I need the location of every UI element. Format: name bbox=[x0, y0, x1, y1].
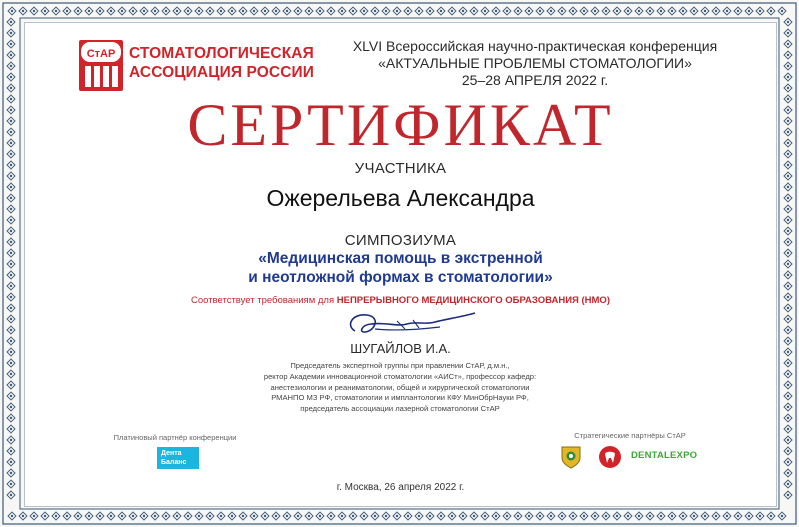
logo-mark-text: СтАР bbox=[86, 48, 116, 60]
strategic-partners-caption: Стратегические партнёры СтАР bbox=[574, 431, 686, 440]
credentials-line: ректор Академии инновационной стоматологии «АИСт», профессор кафедр: bbox=[263, 371, 537, 381]
credentials-line: Председатель экспертной группы при правлении СтАР, д.м.н., bbox=[290, 361, 510, 370]
certificate-body bbox=[24, 22, 777, 507]
symposium-topic bbox=[25, 249, 776, 287]
conference-line1: XLVI Всероссийская научно-практическая конференция bbox=[352, 38, 718, 54]
signatory-credentials bbox=[200, 361, 600, 415]
credentials-line: анестезиологии и реаниматологии, общей и хирургической стоматологии bbox=[270, 382, 530, 392]
dentalexpo-logo: DENTALEXPO bbox=[631, 450, 698, 461]
association-name-line2: АССОЦИАЦИЯ РОССИИ bbox=[129, 64, 314, 81]
university-emblem-icon bbox=[560, 445, 582, 469]
star-logo-icon bbox=[79, 40, 123, 91]
association-name-line1: СТОМАТОЛОГИЧЕСКАЯ bbox=[129, 45, 314, 62]
dentabalans-logo bbox=[157, 447, 199, 469]
certificate-title: СЕРТИФИКАТ bbox=[187, 92, 614, 158]
symposium-topic-line1: «Медицинская помощь в экстренной bbox=[258, 250, 543, 267]
nmo-bold: НЕПРЕРЫВНОГО МЕДИЦИНСКОГО ОБРАЗОВАНИЯ (НМО) bbox=[336, 295, 610, 306]
dental-brand-icon bbox=[598, 445, 622, 469]
conference-line2: «АКТУАЛЬНЫЕ ПРОБЛЕМЫ СТОМАТОЛОГИИ» bbox=[378, 55, 692, 71]
association-name bbox=[129, 44, 314, 82]
place-and-date: г. Москва, 26 апреля 2022 г. bbox=[336, 482, 465, 493]
conference-info bbox=[325, 38, 745, 89]
dentabalans-line1: Дента bbox=[161, 450, 182, 457]
platinum-partner-caption: Платиновый партнёр конференции bbox=[113, 433, 237, 442]
conference-dates: 25–28 АПРЕЛЯ 2022 г. bbox=[461, 72, 609, 88]
participant-name: Ожерельева Александра bbox=[266, 185, 535, 211]
symposium-topic-line2: и неотложной формах в стоматологии» bbox=[248, 269, 553, 286]
signatory-name: ШУГАЙЛОВ И.А. bbox=[350, 341, 451, 356]
credentials-line: РМАНПО МЗ РФ, стоматологии и имплантологии КФУ МинОбрНауки РФ, bbox=[271, 393, 529, 403]
credentials-line: председатель ассоциации лазерной стоматологии СтАР bbox=[300, 404, 500, 414]
nmo-lead: Соответствует требованиям для bbox=[190, 295, 337, 306]
certificate-subtitle: УЧАСТНИКА bbox=[354, 160, 447, 177]
symposium-label: СИМПОЗИУМА bbox=[344, 232, 457, 249]
dentabalans-line2: Баланс bbox=[161, 458, 187, 466]
